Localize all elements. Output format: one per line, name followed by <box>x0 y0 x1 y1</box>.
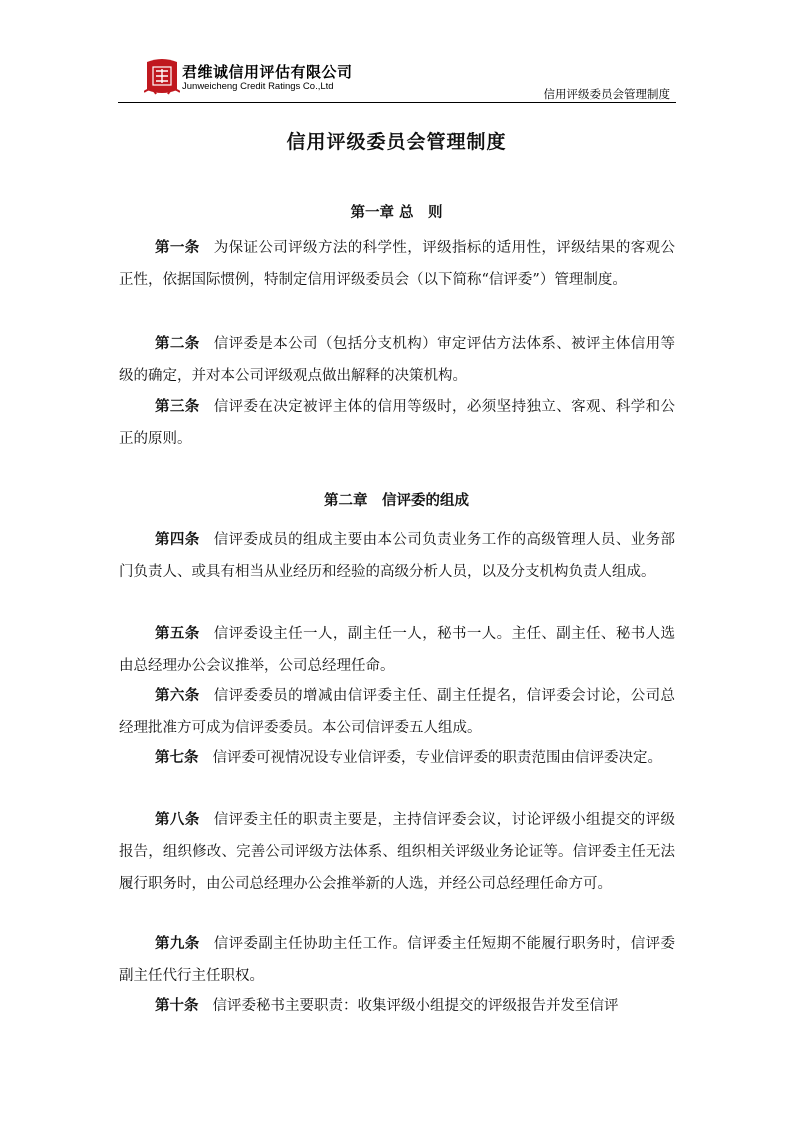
article-label: 第十条 <box>155 998 199 1014</box>
article-label: 第二条 <box>155 336 200 352</box>
article-text: 信评委在决定被评主体的信用等级时，必须坚持独立、客观、科学和公正的原则。 <box>119 399 676 447</box>
article-label: 第四条 <box>155 532 200 548</box>
chapter-heading: 第二章 信评委的组成 <box>324 493 469 509</box>
article-text: 信评委成员的组成主要由本公司负责业务工作的高级管理人员、业务部门负责人、或具有相当从业经历和经验的高级分析人员，以及分支机构负责人组成。 <box>119 532 676 580</box>
article-label: 第八条 <box>155 812 200 828</box>
article-text: 信评委秘书主要职责：收集评级小组提交的评级报告并发至信评 <box>212 998 619 1014</box>
article-text: 信评委是本公司（包括分支机构）审定评估方法体系、被评主体信用等级的确定，并对本公司评级观点做出解释的决策机构。 <box>119 336 676 384</box>
article <box>119 990 675 1022</box>
article-label: 第七条 <box>155 750 199 766</box>
article-text: 信评委可视情况设专业信评委，专业信评委的职责范围由信评委决定。 <box>212 750 662 766</box>
article <box>119 391 675 455</box>
header-doc-name: 信用评级委员会管理制度 <box>543 87 670 101</box>
article-text: 信评委设主任一人，副主任一人，秘书一人。主任、副主任、秘书人选由总经理办公会议推举，公司总经理任命。 <box>119 626 676 674</box>
article <box>119 524 675 588</box>
chapter-heading: 第一章 总 则 <box>350 205 443 221</box>
article <box>119 742 675 774</box>
page-header <box>118 52 676 103</box>
article <box>119 328 675 392</box>
article <box>119 680 675 744</box>
article-text: 信评委主任的职责主要是，主持信评委会议，讨论评级小组提交的评级报告，组织修改、完善公司评级方法体系、组织相关评级业务论证等。信评委主任无法履行职务时，由公司总经理办公会推举新的人选，并经公司总经理任命方可。 <box>119 812 676 892</box>
article-label: 第三条 <box>155 399 200 415</box>
article-text: 为保证公司评级方法的科学性，评级指标的适用性，评级结果的客观公正性，依据国际惯例，特制定信用评级委员会（以下简称“信评委”）管理制度。 <box>119 240 676 288</box>
article <box>119 618 675 682</box>
article <box>119 804 675 900</box>
article-label: 第六条 <box>155 688 200 704</box>
article-text: 信评委委员的增减由信评委主任、副主任提名，信评委会讨论，公司总经理批准方可成为信评委委员。本公司信评委五人组成。 <box>119 688 676 736</box>
article-label: 第五条 <box>155 626 200 642</box>
company-name-cn: 君维诚信用评估有限公司 <box>182 63 353 81</box>
company-seal-logo <box>144 56 180 96</box>
article-label: 第九条 <box>155 936 200 952</box>
article-text: 信评委副主任协助主任工作。信评委主任短期不能履行职务时，信评委副主任代行主任职权。 <box>119 936 676 984</box>
article <box>119 928 675 992</box>
article <box>119 232 675 296</box>
article-label: 第一条 <box>155 240 200 256</box>
document-title: 信用评级委员会管理制度 <box>286 131 507 153</box>
company-name-en: Junweicheng Credit Ratings Co.,Ltd <box>182 81 334 92</box>
